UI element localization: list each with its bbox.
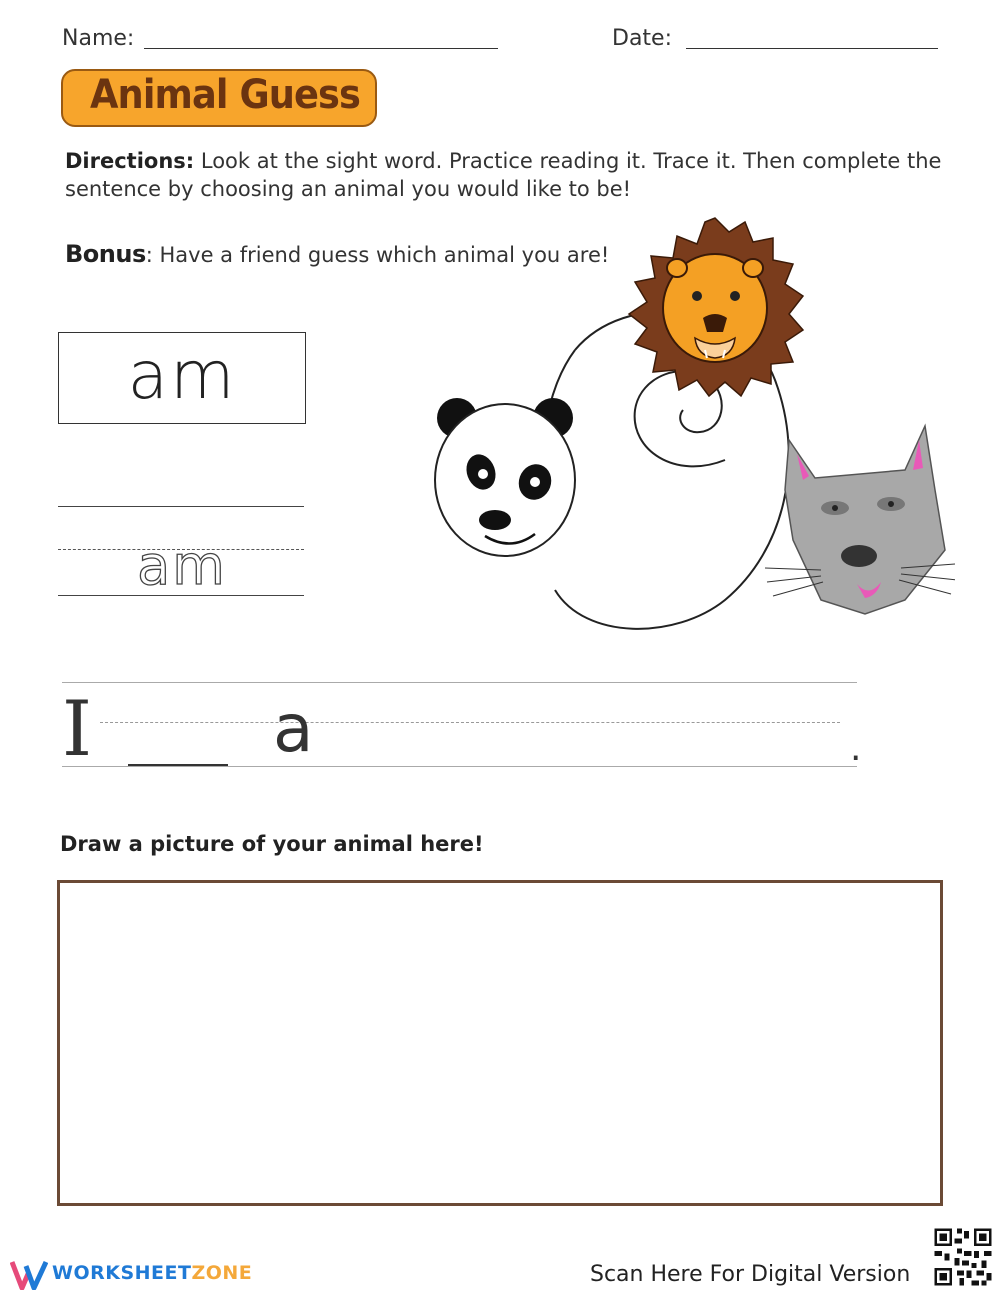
name-field[interactable] xyxy=(144,48,498,49)
practice-write-line[interactable] xyxy=(58,506,304,507)
draw-label: Draw a picture of your animal here! xyxy=(60,832,484,856)
sentence-word-i: I xyxy=(62,684,93,773)
logo-part1: WORKSHEET xyxy=(52,1262,192,1284)
sentence-baseline[interactable] xyxy=(62,766,857,767)
bonus-label: Bonus xyxy=(65,240,146,268)
date-field[interactable] xyxy=(686,48,938,49)
sentence-topline xyxy=(62,682,857,683)
sentence-word-a: a xyxy=(273,690,314,767)
bonus-text: : Have a friend guess which animal you are! xyxy=(145,243,610,267)
worksheet-zone-logo[interactable] xyxy=(52,1262,252,1284)
name-label: Name: xyxy=(62,26,135,51)
animals-illustration xyxy=(425,210,955,650)
trace-baseline xyxy=(58,595,304,596)
directions-label: Directions: xyxy=(65,149,195,173)
logo-part2: ZONE xyxy=(191,1262,253,1284)
page-title: Animal Guess xyxy=(90,72,361,118)
sentence-period: . xyxy=(850,728,862,769)
wolf-illustration xyxy=(765,426,955,614)
qr-code-icon[interactable] xyxy=(932,1226,994,1288)
sentence-blank-word[interactable] xyxy=(128,764,228,766)
directions xyxy=(65,147,945,203)
worksheet-zone-logo-icon xyxy=(10,1260,48,1290)
date-label: Date: xyxy=(612,26,672,51)
drawing-area[interactable] xyxy=(57,880,943,1206)
lion-illustration xyxy=(629,218,803,396)
directions-text: Look at the sight word. Practice reading it. Trace it. Then complete the sentence by choosing an animal you would like to be! xyxy=(65,149,942,201)
sight-word: am xyxy=(127,337,237,414)
scan-text: Scan Here For Digital Version xyxy=(590,1262,911,1287)
sight-word-box xyxy=(58,332,306,424)
trace-word[interactable]: am xyxy=(137,534,227,597)
panda-illustration xyxy=(435,398,575,556)
sentence-midline xyxy=(100,722,840,723)
